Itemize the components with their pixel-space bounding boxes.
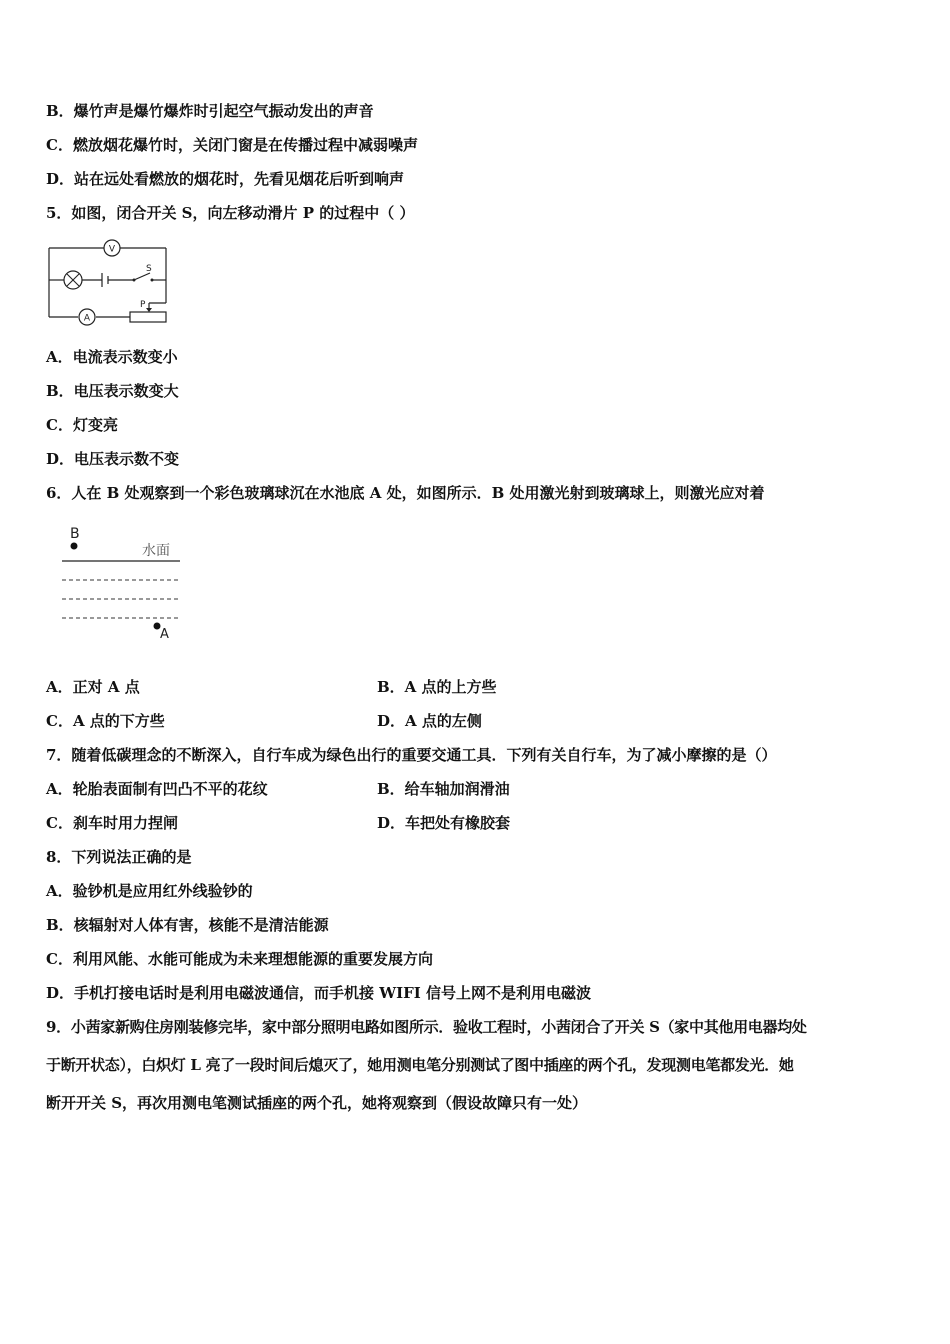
q9-line-2: 于断开状态），白炽灯 L 亮了一段时间后熄灭了，她用测电笔分别测试了图中插座的两个孔，发现测电笔都发光．她: [46, 1056, 794, 1074]
q8-option-c: C．利用风能、水能可能成为未来理想能源的重要发展方向: [46, 950, 433, 968]
ammeter-icon: [79, 309, 95, 325]
switch-label: S: [146, 264, 152, 274]
q4-option-d: D．站在远处看燃放的烟花时，先看见烟花后听到响声: [46, 170, 405, 188]
point-a-label: A: [160, 627, 169, 642]
slider-label: P: [140, 300, 146, 310]
q5-option-c: C．灯变亮: [46, 416, 118, 434]
q8-option-d: D．手机打接电话时是利用电磁波通信，而手机接 WIFI 信号上网不是利用电磁波: [46, 984, 591, 1002]
q6-option-b: B．A 点的上方些: [377, 678, 497, 696]
point-b-dot: [71, 543, 78, 550]
q7-option-a: A．轮胎表面制有凹凸不平的花纹: [46, 780, 268, 798]
q6-stem: 6．人在 B 处观察到一个彩色玻璃球沉在水池底 A 处，如图所示．B 处用激光射到玻璃球上，则激光应对着: [46, 484, 765, 502]
water-dashes: [62, 580, 180, 618]
q6-option-d: D．A 点的左侧: [377, 712, 482, 730]
q6-water-diagram: [56, 522, 186, 644]
point-b-label: B: [70, 526, 80, 542]
q4-option-c: C．燃放烟花爆竹时，关闭门窗是在传播过程中减弱噪声: [46, 136, 418, 154]
q5-stem: 5．如图，闭合开关 S，向左移动滑片 P 的过程中（ ）: [46, 204, 415, 222]
q5-option-b: B．电压表示数变大: [46, 382, 179, 400]
q9-line-1: 9．小茜家新购住房刚装修完毕，家中部分照明电路如图所示．验收工程时，小茜闭合了开关 S（家中其他用电器均处: [46, 1018, 807, 1036]
q7-option-d: D．车把处有橡胶套: [377, 814, 511, 832]
q7-option-b: B．给车轴加润滑油: [377, 780, 510, 798]
q5-circuit-diagram: [44, 237, 174, 329]
slider-arrow-icon: [146, 308, 152, 312]
q8-option-b: B．核辐射对人体有害，核能不是清洁能源: [46, 916, 329, 934]
q7-option-c: C．刹车时用力捏闸: [46, 814, 178, 832]
water-surface-label: 水面: [142, 543, 170, 559]
ammeter-label: A: [83, 313, 91, 324]
q7-stem: 7．随着低碳理念的不断深入，自行车成为绿色出行的重要交通工具．下列有关自行车，为了减小摩擦的是（）: [46, 746, 777, 764]
lamp-icon: [64, 271, 82, 289]
q5-option-d: D．电压表示数不变: [46, 450, 180, 468]
voltmeter-label: V: [108, 244, 116, 255]
q6-option-a: A．正对 A 点: [46, 678, 140, 696]
q8-option-a: A．验钞机是应用红外线验钞的: [46, 882, 253, 900]
voltmeter-icon: [104, 240, 120, 256]
q4-option-b: B．爆竹声是爆竹爆炸时引起空气振动发出的声音: [46, 102, 374, 120]
q6-option-c: C．A 点的下方些: [46, 712, 165, 730]
q5-option-a: A．电流表示数变小: [46, 348, 178, 366]
q8-stem: 8．下列说法正确的是: [46, 848, 192, 866]
q9-line-3: 断开开关 S，再次用测电笔测试插座的两个孔，她将观察到（假设故障只有一处）: [46, 1094, 588, 1112]
